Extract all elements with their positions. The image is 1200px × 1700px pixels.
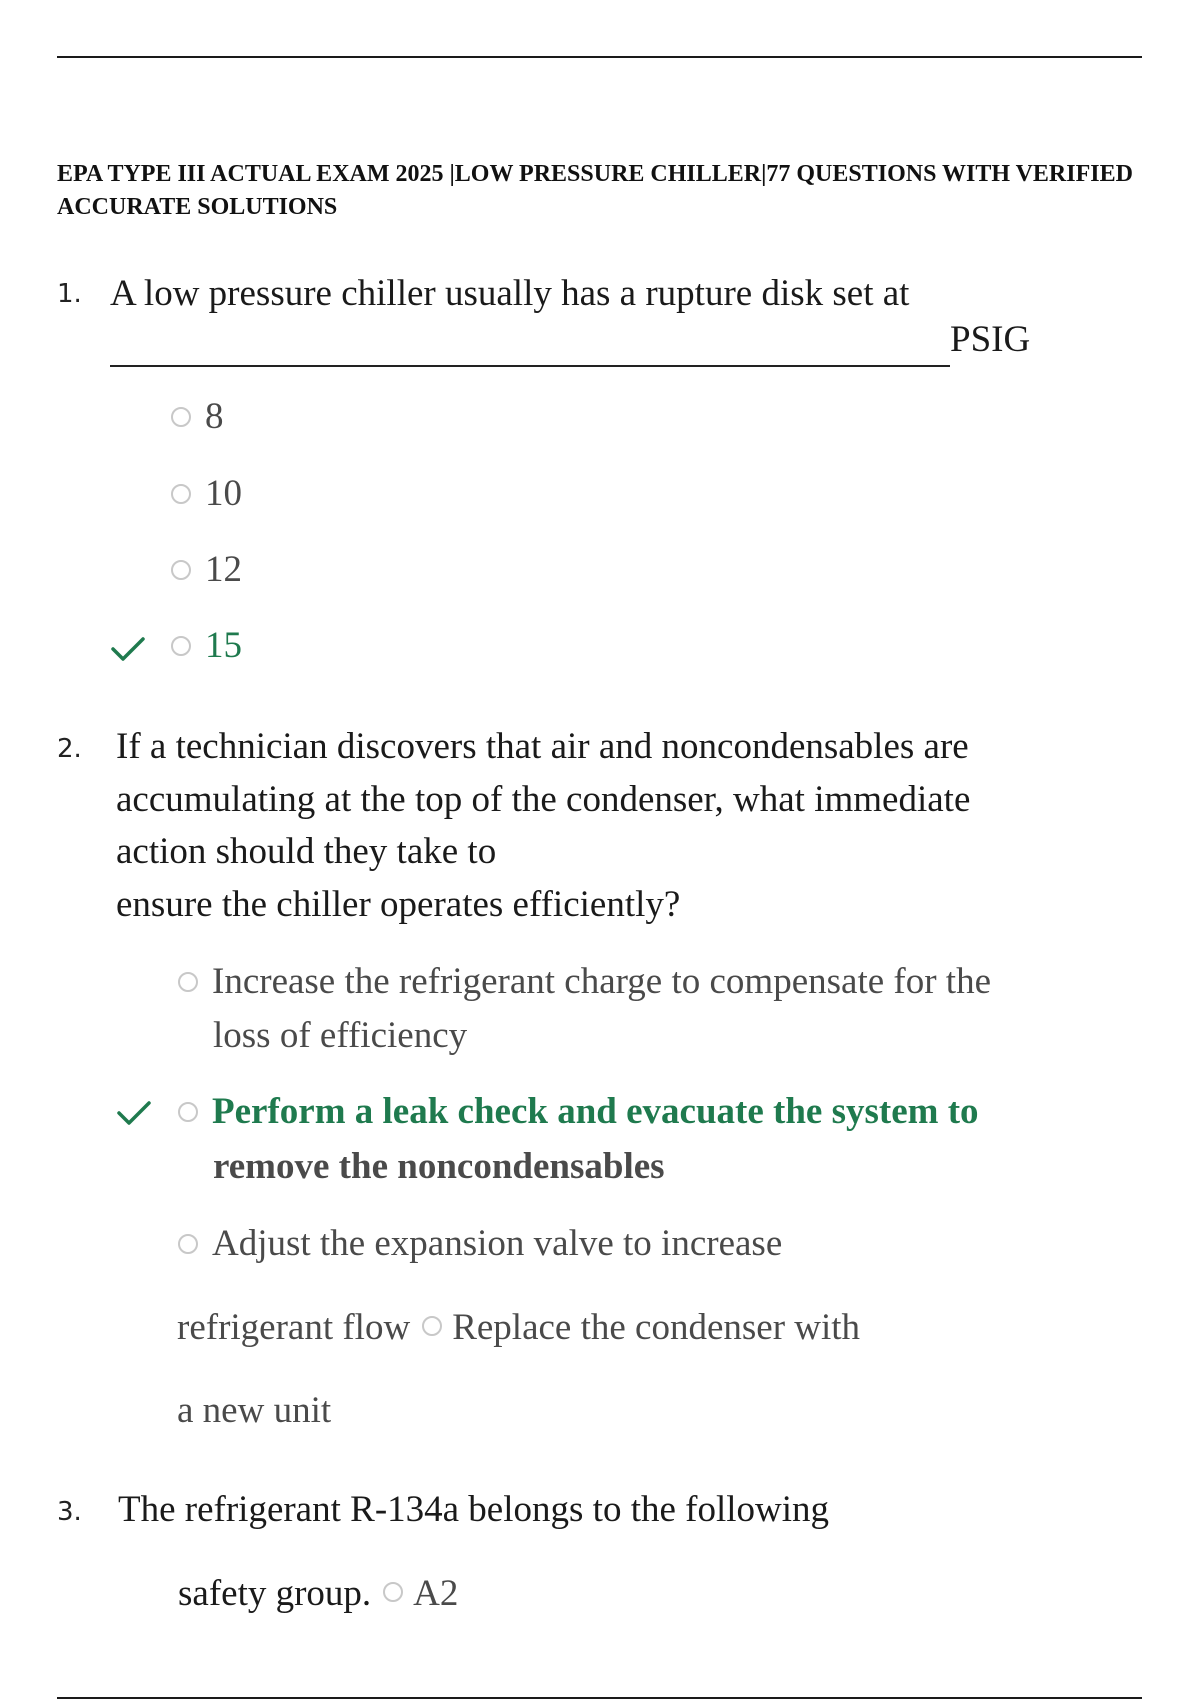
radio-circle-icon[interactable]	[178, 1234, 198, 1254]
q2-option-1-label-cont: loss of efficiency	[213, 1015, 468, 1056]
q2-option-3-label: Adjust the expansion valve to increase	[212, 1223, 783, 1264]
radio-circle-icon[interactable]	[171, 407, 191, 427]
radio-circle-icon[interactable]	[383, 1582, 403, 1602]
q1-option-3-label: 12	[205, 549, 242, 590]
radio-circle-icon[interactable]	[178, 972, 198, 992]
question-1-text: A low pressure chiller usually has a rupture disk set at	[110, 273, 910, 314]
q1-option-2-label: 10	[205, 473, 242, 514]
question-3-text-line-2-label: safety group.	[178, 1573, 372, 1614]
radio-circle-icon[interactable]	[422, 1316, 442, 1336]
q2-option-2-label-cont: remove the noncondensables	[213, 1146, 665, 1187]
checkmark-icon	[111, 636, 145, 662]
radio-circle-icon[interactable]	[171, 560, 191, 580]
q2-option-2-correct[interactable]	[178, 1085, 979, 1139]
bottom-rule	[57, 1697, 1142, 1699]
q1-option-1-label: 8	[205, 396, 224, 437]
question-2-number: 2.	[57, 734, 82, 764]
question-2-text-line-3: action should they take to	[116, 831, 497, 872]
q1-option-3[interactable]	[171, 543, 242, 597]
question-3-text-line-1: The refrigerant R-134a belongs to the following	[118, 1489, 830, 1530]
answer-blank-line	[110, 339, 950, 367]
q2-option-3[interactable]	[178, 1217, 782, 1271]
q2-option-2-label: Perform a leak check and evacuate the system to	[212, 1091, 979, 1132]
question-3-number: 3.	[57, 1497, 82, 1527]
question-2-text-line-2: accumulating at the top of the condenser, what immediate	[116, 779, 971, 820]
q2-option-4-label[interactable]: Replace the condenser with	[452, 1307, 861, 1348]
q2-option-3-label-cont: refrigerant flow	[177, 1307, 411, 1348]
q2-option-1[interactable]	[178, 955, 991, 1009]
q1-option-4-correct[interactable]	[171, 619, 242, 673]
q2-option-3-4-line	[177, 1301, 860, 1355]
question-1-unit: PSIG	[950, 319, 1031, 360]
q1-option-1[interactable]	[171, 390, 224, 444]
q3-option-1-label[interactable]: A2	[413, 1573, 459, 1614]
document-title: EPA TYPE III ACTUAL EXAM 2025 |LOW PRESSURE CHILLER|77 QUESTIONS WITH VERIFIED ACCURATE SOLUTIONS	[57, 161, 1133, 220]
radio-circle-icon[interactable]	[171, 484, 191, 504]
checkmark-icon	[117, 1100, 151, 1126]
q1-option-4-label: 15	[205, 625, 242, 666]
q2-option-1-label: Increase the refrigerant charge to compensate for the	[212, 961, 991, 1002]
question-2-text-line-4: ensure the chiller operates efficiently?	[116, 884, 681, 925]
q2-option-4-label-cont: a new unit	[177, 1390, 332, 1431]
radio-circle-icon[interactable]	[178, 1102, 198, 1122]
top-rule	[57, 56, 1142, 58]
question-3-text-line-2	[178, 1567, 458, 1621]
radio-circle-icon[interactable]	[171, 636, 191, 656]
question-1-number: 1.	[57, 279, 82, 309]
question-1-blank-row	[110, 313, 1030, 367]
q1-option-2[interactable]	[171, 467, 242, 521]
question-2-text-line-1: If a technician discovers that air and noncondensables are	[116, 726, 969, 767]
